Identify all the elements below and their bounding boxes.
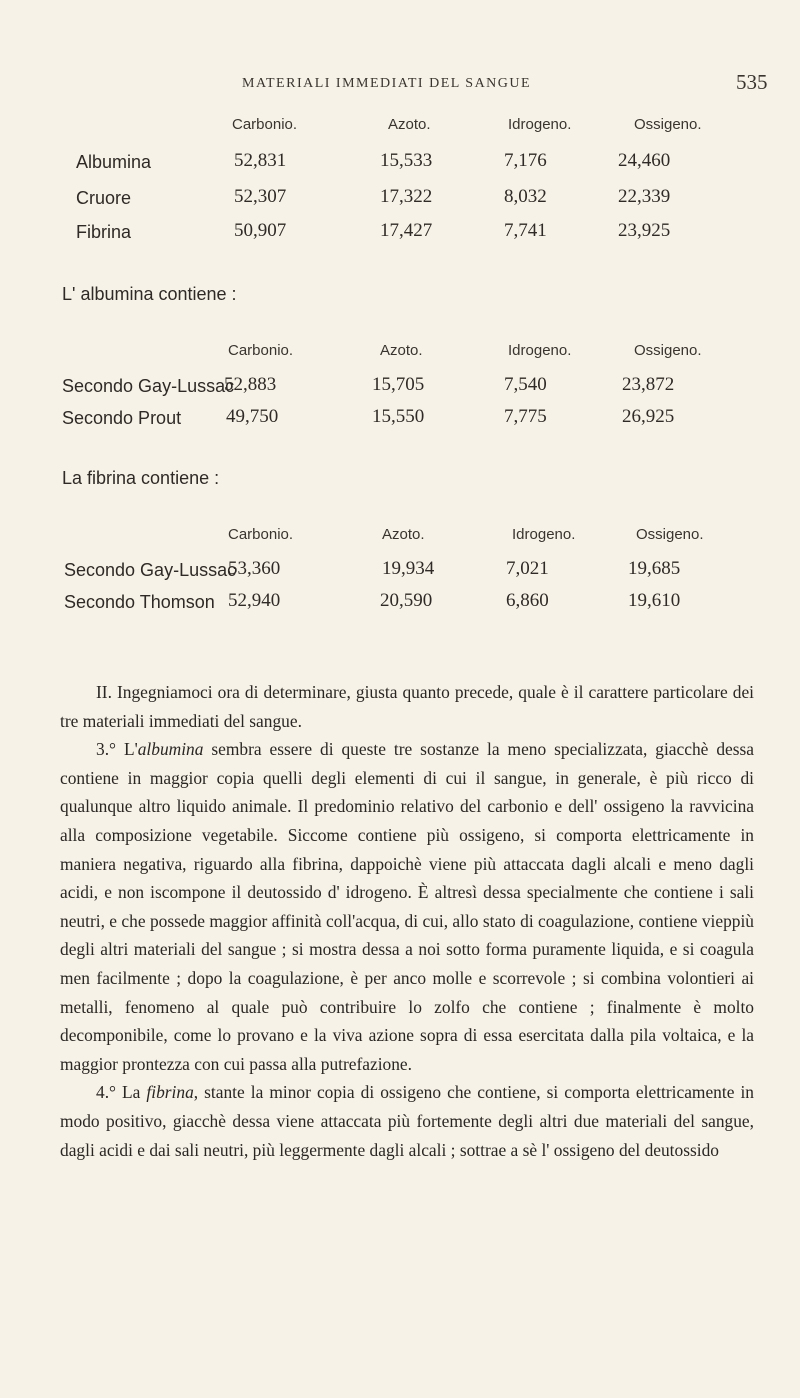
composition-table-1: [0, 112, 800, 292]
paragraph-ii: II. Ingegniamoci ora di determinare, giusta quanto precede, quale è il carattere particolare dei tre materiali immediati del sangue.: [60, 682, 754, 731]
paragraph-fibrina-text: , stante la minor copia di ossigeno che contiene, si comporta elettricamente in modo positivo, giacchè dessa viene attaccata più fortemente degli altri due materiali del sangue, dagli acidi e dai sali neutri, più leggermente dagli alcali ; sottrae a sè l' ossigeno del deutossido: [60, 1082, 754, 1160]
row-label-prout: Secondo Prout: [62, 408, 182, 428]
value-gay-lussac-ossigeno: 23,872: [622, 374, 675, 395]
value-albumina-idrogeno: 7,176: [504, 150, 547, 171]
running-head: [0, 70, 800, 98]
value-fibrina-idrogeno: 7,741: [504, 220, 547, 241]
col-header-carbonio: Carbonio.: [228, 342, 294, 359]
row-label-gay-lussac: Secondo Gay-Lussac: [64, 560, 237, 580]
value-thomson-ossigeno: 19,610: [628, 590, 681, 611]
paragraph-albumina-prefix: 3.° L': [96, 739, 138, 760]
value-cruore-carbonio: 52,307: [234, 186, 287, 207]
value-albumina-azoto: 15,533: [380, 150, 433, 171]
paragraph-albumina: [60, 735, 754, 1078]
col-header-idrogeno: Idrogeno.: [508, 116, 572, 133]
col-header-idrogeno: Idrogeno.: [508, 342, 572, 359]
row-label-albumina: Albumina: [76, 152, 152, 172]
running-title: MATERIALI IMMEDIATI DEL SANGUE: [242, 76, 532, 91]
page-number: 535: [736, 70, 768, 94]
value-prout-ossigeno: 26,925: [622, 406, 675, 427]
value-gay-lussac-idrogeno: 7,540: [504, 374, 547, 395]
value-thomson-carbonio: 52,940: [228, 590, 281, 611]
value-prout-idrogeno: 7,775: [504, 406, 547, 427]
row-label-thomson: Secondo Thomson: [64, 592, 215, 612]
paragraph-fibrina-prefix: 4.° La: [96, 1082, 147, 1103]
row-label-cruore: Cruore: [76, 188, 132, 208]
composition-table-2: [0, 338, 800, 448]
col-header-idrogeno: Idrogeno.: [512, 526, 576, 543]
term-albumina: albumina: [137, 739, 204, 760]
value-gay-lussac-carbonio: 53,360: [228, 558, 281, 579]
value-gay-lussac-azoto: 15,705: [372, 374, 425, 395]
value-thomson-azoto: 20,590: [380, 590, 433, 611]
col-header-azoto: Azoto.: [388, 116, 431, 133]
body-text: [60, 678, 754, 1164]
composition-table-3: [0, 522, 800, 632]
value-cruore-ossigeno: 22,339: [618, 186, 671, 207]
row-label-gay-lussac: Secondo Gay-Lussac: [62, 376, 235, 396]
albumina-section-label: L' albumina contiene :: [62, 284, 237, 304]
value-fibrina-ossigeno: 23,925: [618, 220, 671, 241]
term-fibrina: fibrina: [146, 1082, 194, 1103]
col-header-ossigeno: Ossigeno.: [634, 116, 702, 133]
value-fibrina-carbonio: 50,907: [234, 220, 287, 241]
col-header-azoto: Azoto.: [382, 526, 425, 543]
paragraph-albumina-text: sembra essere di queste tre sostanze la meno specializzata, giacchè dessa contiene in maggior copia quelli degli elementi di cui il sangue, in generale, è più ricco di qualunque altro liquido animale. Il predominio relativo del carbonio e dell' ossigeno la ravvicina alla composizione vegetabile. Siccome contiene più ossigeno, si comporta elettricamente in maniera negativa, riguardo alla fibrina, dappoichè viene più attaccata dagli alcali e meno dagli acidi, e non iscompone il deutossido d' idrogeno. È altresì dessa specialmente che contiene i sali neutri, e che possede maggior affinità coll'acqua, di cui, allo stato di coagulazione, contiene vieppiù degli altri materiali del sangue ; si mostra dessa a noi sotto forma puramente liquida, e si coagula men facilmente ; dopo la coagulazione, è per anco molle e scorrevole ; si combina volontieri ai metalli, fenomeno al quale può contribuire lo zolfo che contiene ; finalmente è molto decomponibile, come lo provano e la viva azione sopra di essa esercitata dalla pila voltaica, e la maggior prontezza con cui passa alla putrefazione.: [60, 739, 754, 1074]
value-albumina-carbonio: 52,831: [234, 150, 287, 171]
value-gay-lussac-ossigeno: 19,685: [628, 558, 681, 579]
value-fibrina-azoto: 17,427: [380, 220, 433, 241]
col-header-carbonio: Carbonio.: [228, 526, 294, 543]
row-label-fibrina: Fibrina: [76, 222, 132, 242]
col-header-ossigeno: Ossigeno.: [634, 342, 702, 359]
value-prout-azoto: 15,550: [372, 406, 425, 427]
col-header-azoto: Azoto.: [380, 342, 423, 359]
col-header-carbonio: Carbonio.: [232, 116, 298, 133]
paragraph-fibrina: [60, 1078, 754, 1164]
value-albumina-ossigeno: 24,460: [618, 150, 671, 171]
value-prout-carbonio: 49,750: [226, 406, 279, 427]
value-cruore-azoto: 17,322: [380, 186, 433, 207]
col-header-ossigeno: Ossigeno.: [636, 526, 704, 543]
value-gay-lussac-azoto: 19,934: [382, 558, 435, 579]
value-gay-lussac-idrogeno: 7,021: [506, 558, 549, 579]
value-thomson-idrogeno: 6,860: [506, 590, 549, 611]
fibrina-section-label: La fibrina contiene :: [62, 468, 220, 488]
value-gay-lussac-carbonio: 52,883: [224, 374, 277, 395]
value-cruore-idrogeno: 8,032: [504, 186, 547, 207]
